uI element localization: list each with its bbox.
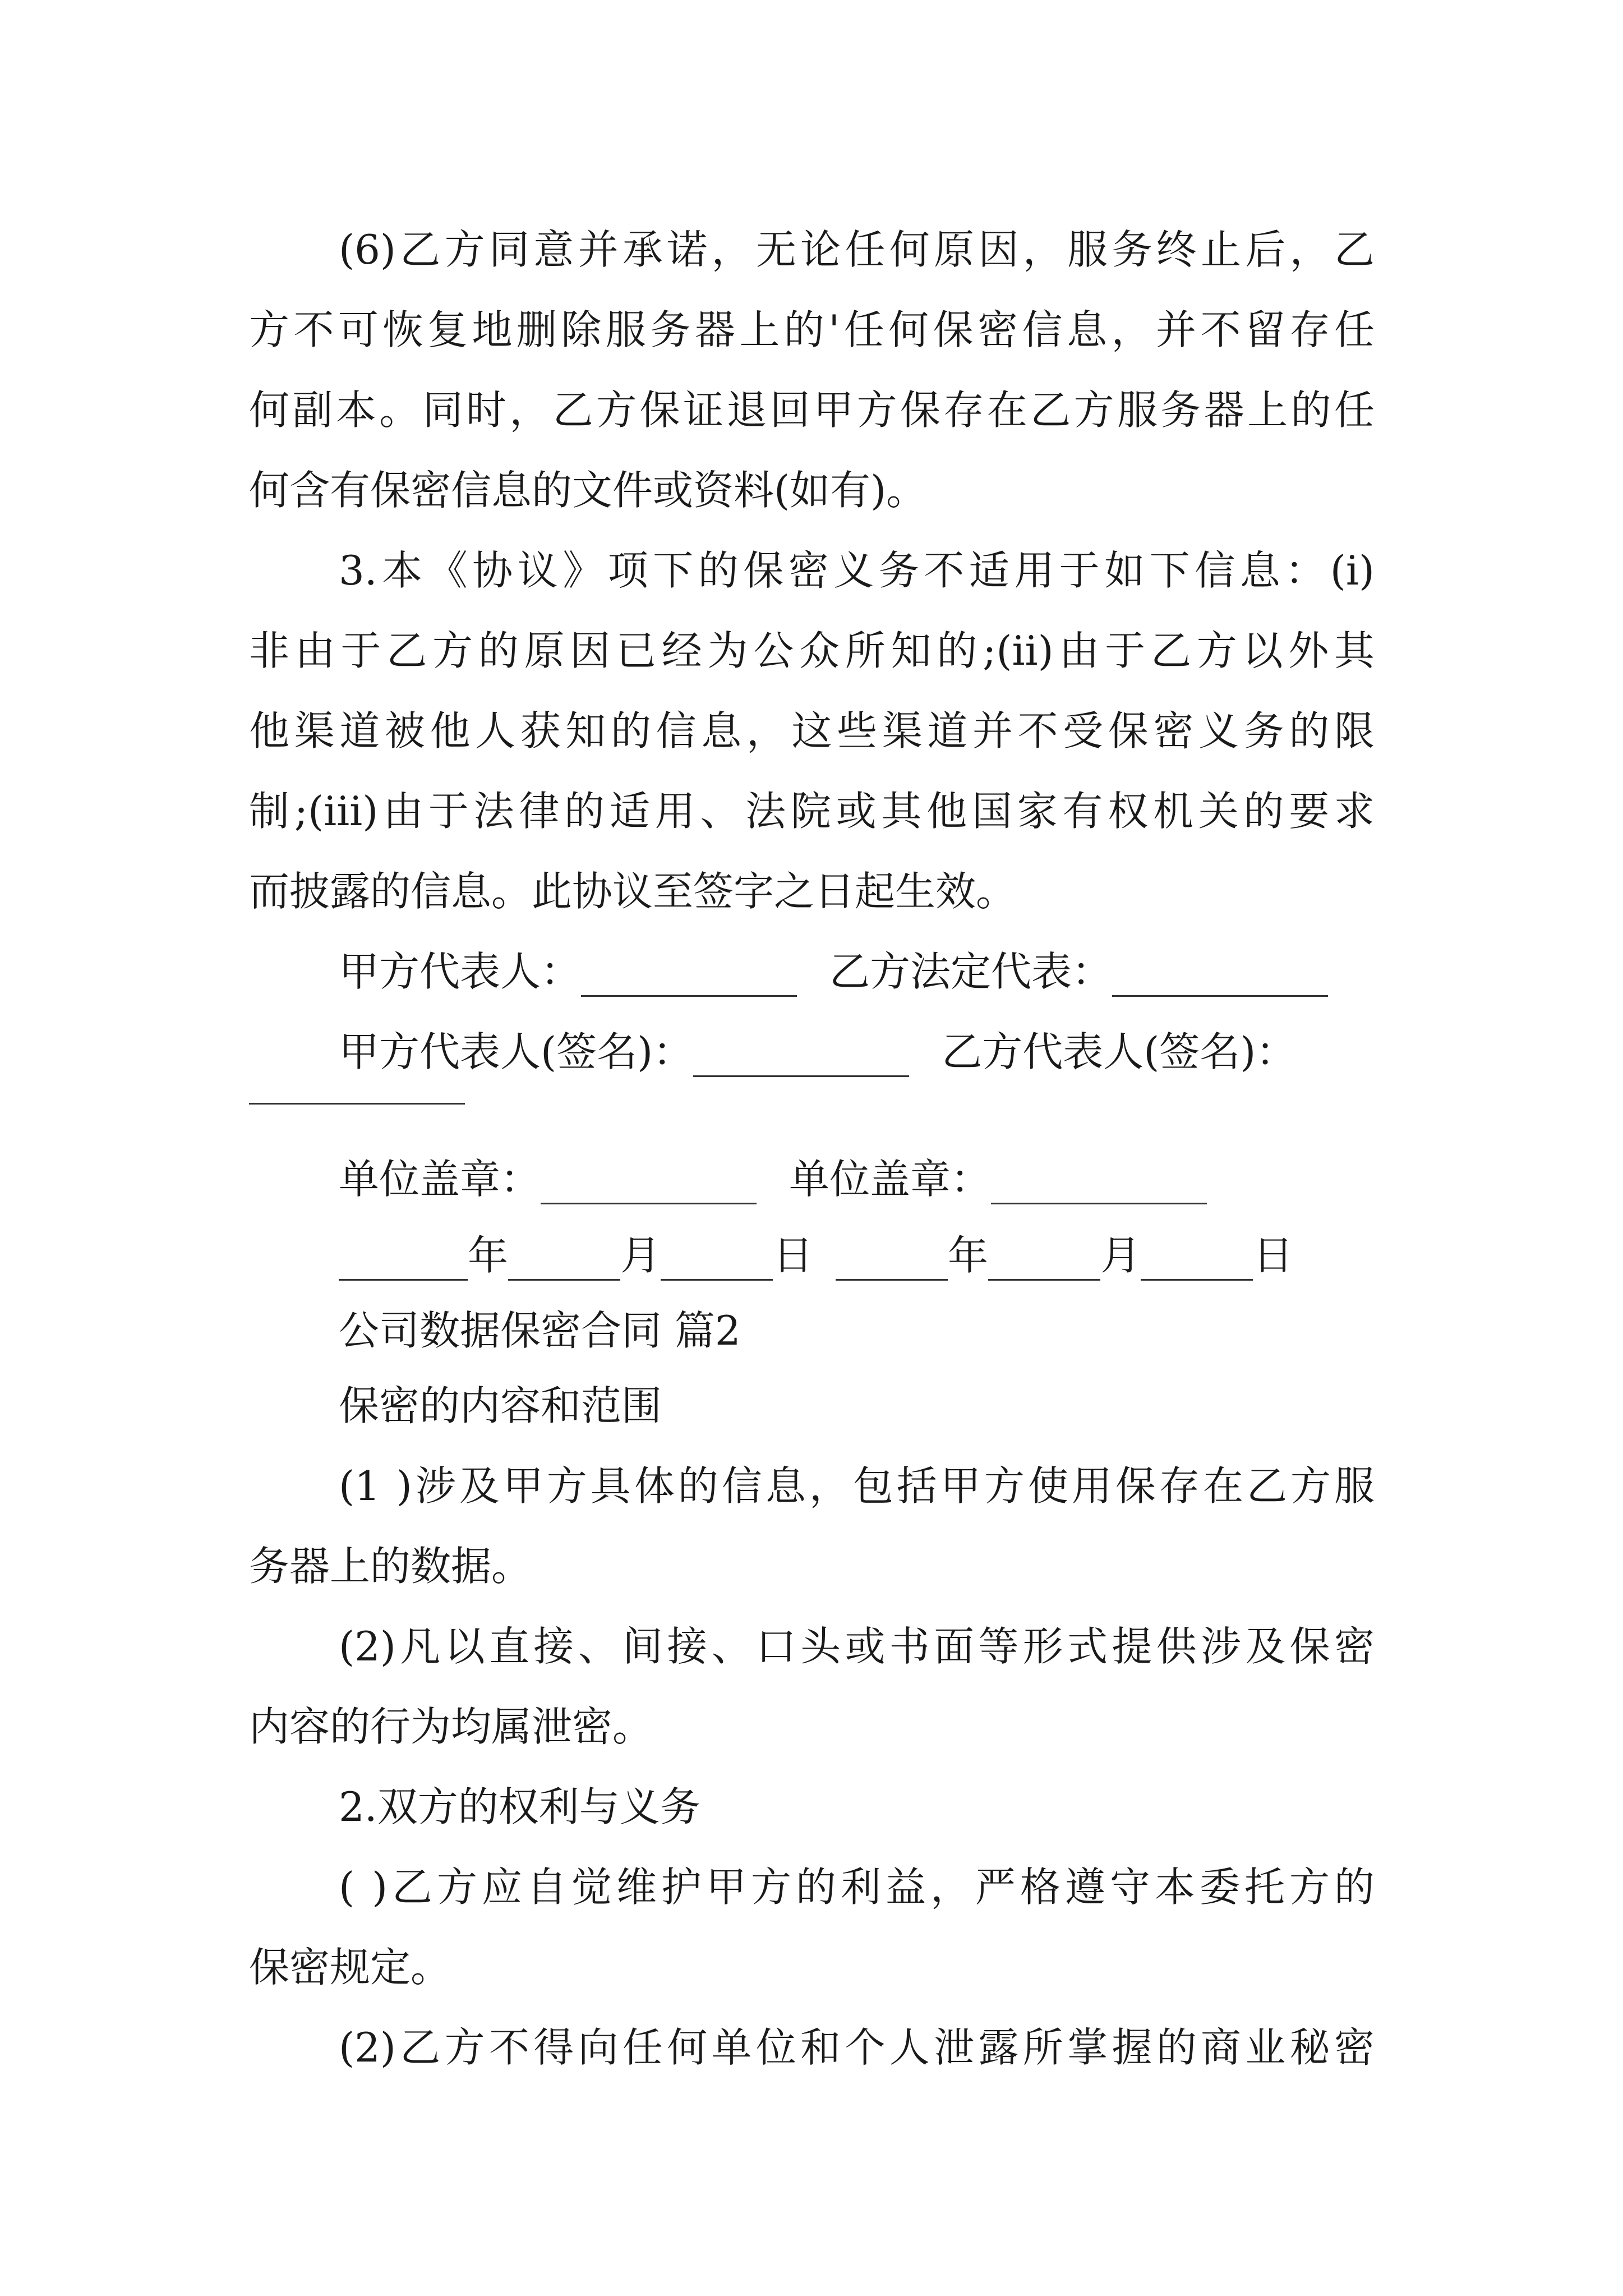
item2-line-1: (2)凡以直接、间接、口头或书面等形式提供涉及保密 bbox=[339, 1623, 1375, 1670]
seal-b-label: 单位盖章： bbox=[789, 1156, 992, 1203]
section2-title: 公司数据保密合同 篇2 bbox=[339, 1307, 741, 1354]
party-b-legal-blank bbox=[1112, 956, 1328, 997]
rights2-line-1: (2)乙方不得向任何单位和个人泄露所掌握的商业秘密 bbox=[339, 2024, 1375, 2071]
date-row bbox=[339, 1230, 1293, 1281]
para6-line-1: (6)乙方同意并承诺，无论任何原因，服务终止后，乙 bbox=[339, 226, 1375, 273]
date-a-day-blank bbox=[661, 1240, 773, 1281]
signature-row-1 bbox=[339, 946, 1328, 997]
heading-rights: 2.双方的权利与义务 bbox=[339, 1783, 700, 1830]
para3-line-3: 他渠道被他人获知的信息，这些渠道并不受保密义务的限 bbox=[249, 707, 1375, 754]
heading-scope: 保密的内容和范围 bbox=[339, 1382, 662, 1429]
party-b-legal-label: 乙方法定代表： bbox=[829, 948, 1113, 995]
date-a-year-blank bbox=[339, 1240, 468, 1281]
party-a-rep-blank bbox=[581, 956, 797, 997]
date-a-month-blank bbox=[508, 1240, 620, 1281]
item1-line-1: (1 )涉及甲方具体的信息，包括甲方使用保存在乙方服 bbox=[339, 1462, 1375, 1510]
seal-row bbox=[339, 1154, 1207, 1204]
para6-line-2: 方不可恢复地删除服务器上的'任何保密信息，并不留存任 bbox=[249, 306, 1375, 353]
date-b-day-blank bbox=[1141, 1240, 1253, 1281]
rights-blank-line-2: 保密规定。 bbox=[249, 1944, 451, 1991]
date-b-year-blank bbox=[836, 1240, 948, 1281]
seal-a-blank bbox=[541, 1163, 757, 1204]
party-a-sign-blank bbox=[693, 1036, 909, 1077]
party-b-sign-blank bbox=[249, 1103, 465, 1105]
para3-line-1: 3.本《协议》项下的保密义务不适用于如下信息：(i) bbox=[339, 547, 1375, 594]
signature-row-2 bbox=[339, 1027, 1296, 1077]
rights-blank-line-1: ( )乙方应自觉维护甲方的利益，严格遵守本委托方的 bbox=[339, 1864, 1375, 1911]
seal-b-blank bbox=[991, 1163, 1207, 1204]
date-a-month: 月 bbox=[620, 1232, 661, 1279]
party-a-sign-label: 甲方代表人(签名)： bbox=[339, 1028, 694, 1075]
date-b-year: 年 bbox=[948, 1232, 989, 1279]
date-a-year: 年 bbox=[468, 1232, 509, 1279]
para6-line-4: 何含有保密信息的文件或资料(如有)。 bbox=[249, 467, 927, 514]
para3-line-5: 而披露的信息。此协议至签字之日起生效。 bbox=[249, 868, 1017, 915]
date-a-day: 日 bbox=[773, 1232, 814, 1279]
date-b-day: 日 bbox=[1253, 1232, 1294, 1279]
para3-line-4: 制;(iii)由于法律的适用、法院或其他国家有权机关的要求 bbox=[249, 788, 1375, 835]
party-a-rep-label: 甲方代表人： bbox=[339, 948, 582, 995]
seal-a-label: 单位盖章： bbox=[339, 1156, 541, 1203]
item1-line-2: 务器上的数据。 bbox=[249, 1543, 532, 1590]
party-b-sign-label: 乙方代表人(签名)： bbox=[942, 1028, 1297, 1075]
item2-line-2: 内容的行为均属泄密。 bbox=[249, 1703, 653, 1750]
para3-line-2: 非由于乙方的原因已经为公众所知的;(ii)由于乙方以外其 bbox=[249, 627, 1375, 674]
para6-line-3: 何副本。同时，乙方保证退回甲方保存在乙方服务器上的任 bbox=[249, 386, 1375, 434]
date-b-month-blank bbox=[988, 1240, 1100, 1281]
date-b-month: 月 bbox=[1100, 1232, 1141, 1279]
